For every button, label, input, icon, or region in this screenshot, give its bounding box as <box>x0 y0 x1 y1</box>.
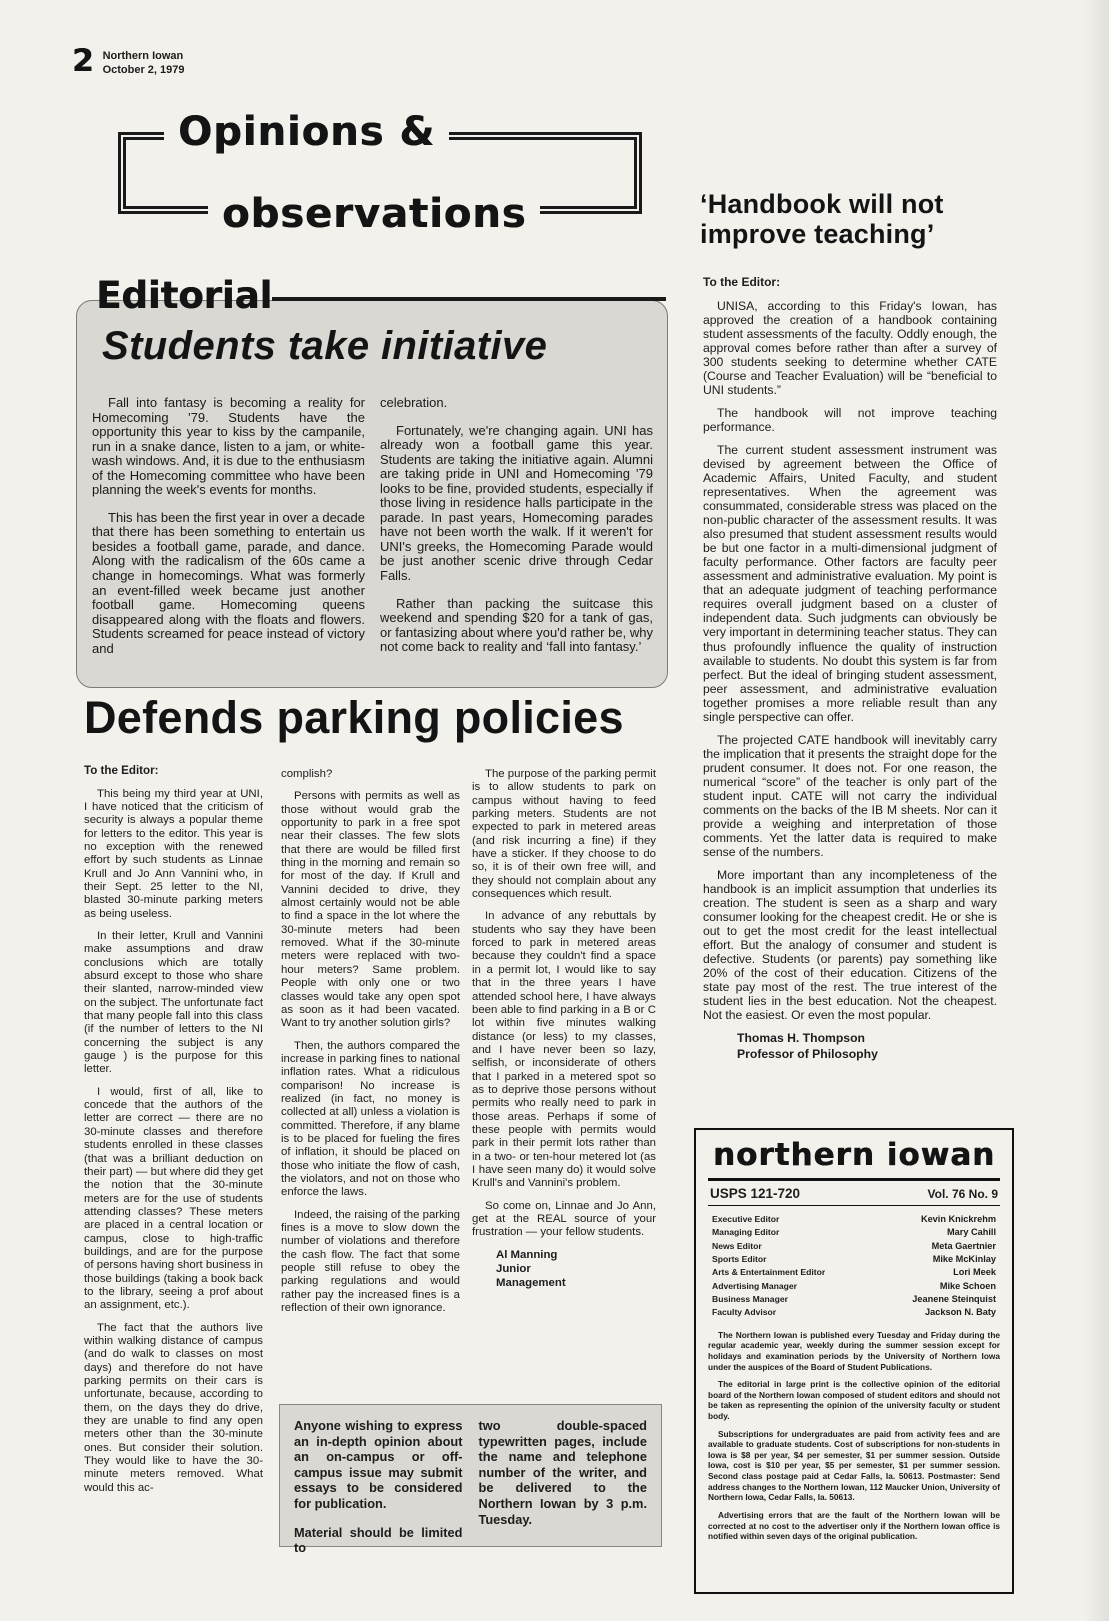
parking-column-2 <box>281 768 460 1324</box>
paragraph: complish? <box>281 768 333 780</box>
staff-role: Managing Editor <box>712 1227 780 1238</box>
signature-line: Al Manning <box>496 1248 558 1261</box>
staff-row <box>712 1306 996 1319</box>
masthead-paragraph: The Northern Iowan is published every Tuesday and Friday during the regular academic year, weekly during the summer session except for holidays and examination periods by the University of Northern Iowa under the auspices of the Board of Student Publications. <box>708 1329 1000 1372</box>
staff-role: News Editor <box>712 1240 762 1251</box>
staff-role: Arts & Entertainment Editor <box>712 1267 826 1278</box>
masthead-paragraph: The editorial in large print is the collective opinion of the editorial board of the Northern Iowan composed of student editors and should not be taken as representing the opinion of the university faculty or student body. <box>708 1379 1000 1422</box>
paragraph: More important than any incompleteness of the handbook is an implicit assumption that underlies its creation. The student is seen as a sharp and wary consumer looking for the cheapest credit. He or she is out to get the most credit for the least intellectual effort. But the analogy of consumer and student is defective. Students (or parents) pay something like 20% of the cost of their education. Citizens of the state pay most of the rest. The true interest of the student lies in the best education. Not the cheapest. Not the easiest. Or even the most popular. <box>703 867 997 1023</box>
paragraph: The current student assessment instrument was devised by agreement between the Office of Academic Affairs, United Faculty, and student representatives. When the agreement was consummated, considerable stress was placed on the non-public character of the assessment results. It was also presumed that student assessment results would be but one factor in a multi-dimensional judgment of faculty performance. Other factors are faculty peer assessment and administrative evaluation. My point is that an adequate judgment of teaching performance requires overall judgment based on a cluster of independent data. Such judgments can obviously be very important in determining teacher status. They can thus profoundly influence the quality of instruction available to students. No doubt this system is far from perfect. But the ideal of bringing student assessment, peer assessment, and administrative evaluation together promises a more reliable result than any single perspective can offer. <box>703 443 997 724</box>
paragraph: The handbook will not improve teaching performance. <box>703 406 997 435</box>
staff-role: Executive Editor <box>712 1214 780 1224</box>
masthead-usps-row <box>708 1178 1000 1206</box>
submission-notice-col-1 <box>294 1418 463 1556</box>
paragraph: celebration. <box>380 395 448 410</box>
paragraph: Persons with permits as well as those without would grab the opportunity to park in a free spot near their classes. The few slots that there are would be filled first thing in the morning and remain so for most of the day. If Krull and Vannini decided to drive, they almost certainly would not be able to find a space in the lot where the 30-minute meters had been removed. What if the 30-minute meters were replaced with two-hour meters? Same problem. People with only one or two classes would take any open spot as soon as it had been vacated. Want to try another solution girls? <box>281 790 460 1030</box>
staff-row <box>712 1280 996 1293</box>
paragraph: So come on, Linnae and Jo Ann, get at the REAL source of your frustration — your fellow students. <box>472 1199 656 1239</box>
page-number: 2 <box>72 43 94 79</box>
issue-date: October 2, 1979 <box>102 64 185 77</box>
staff-row <box>712 1253 996 1266</box>
usps-number: USPS 121-720 <box>710 1186 801 1201</box>
masthead-paragraphs <box>708 1330 1000 1542</box>
paragraph: This has been the first year in over a decade that there has been something to entertain us besides a football game, parade, and dance. Along with the radicalism of the 60s came a change in homecomings. What was formerly an event-filled week became just another football game. Homecoming queens disappeared along with the floats and flowers. Students screamed for peace instead of victory and <box>92 509 365 656</box>
paragraph: Rather than packing the suitcase this weekend and spending $20 for a tank of gas, or fantasizing about where you'd rather be, why not come back to reality and ‘fall into fantasy.’ <box>380 595 653 655</box>
paragraph: two double-spaced typewritten pages, include the name and telephone number of the writer, and be delivered to the Northern Iowan by 3 p.m. Tuesday. <box>478 1418 647 1527</box>
paragraph: Material should be limited to <box>294 1524 463 1556</box>
editorial-label: Editorial <box>96 274 273 317</box>
staff-name: Jackson N. Baty <box>925 1307 996 1318</box>
paragraph: Fall into fantasy is becoming a reality for Homecoming '79. Students have the opportunity this year to kiss by the campanile, run in a snake dance, listen to a jam, or white-wash windows. And, it is due to the enthusiasm of the Homecoming committee who have been planning the week's events for months. <box>92 395 365 498</box>
submission-notice <box>279 1404 662 1556</box>
paragraph: Anyone wishing to express an in-depth opinion about an on-campus or off-campus issue may submit essays to be considered for publication. <box>294 1418 463 1512</box>
masthead-paragraph: Advertising errors that are the fault of the Northern Iowan will be corrected at no cost to the advertiser only if the Northern Iowan office is notified within seven days of the original publication. <box>708 1509 1000 1542</box>
staff-role: Sports Editor <box>712 1254 767 1265</box>
submission-notice-col-2 <box>479 1418 648 1533</box>
staff-list <box>708 1206 1000 1323</box>
volume-number: Vol. 76 No. 9 <box>927 1187 998 1201</box>
staff-role: Business Manager <box>712 1294 788 1305</box>
parking-column-3 <box>472 768 656 1292</box>
signature-line: Junior <box>496 1263 531 1276</box>
banner-line-1: Opinions & <box>164 110 449 154</box>
staff-name: Meta Gaertnier <box>931 1240 996 1251</box>
letter-signature-name: Thomas H. Thompson <box>737 1031 865 1046</box>
handbook-letter-body <box>703 276 997 1061</box>
staff-row <box>712 1240 996 1253</box>
paragraph: This being my third year at UNI, I have noticed that the criticism of security is always a popular theme for letters to the editor. This year is no exception with the renewed effort by such students as Linnae Krull and Jo Ann Vannini who, in their Sept. 25 letter to the NI, blasted 30-minute parking meters as being useless. <box>84 787 263 920</box>
paragraph: Then, the authors compared the increase in parking fines to national inflation rates. What a ridiculous comparison! No increase is realized (in fact, no money is collected at all) unless a violation is committed. Therefore, if any blame is to be placed for fueling the fires of inflation, it should be placed on those who initiate the flow of cash, the violators, and not on those who enforce the laws. <box>281 1039 460 1199</box>
folio-meta <box>103 46 185 78</box>
opinions-banner <box>118 109 642 237</box>
banner-line-2: observations <box>208 192 540 236</box>
staff-row <box>712 1213 996 1226</box>
parking-column-1 <box>84 764 263 1504</box>
paragraph: In advance of any rebuttals by students who say they have been forced to park in metered areas because they couldn't find a space in a permit lot, I would like to say that in the three years I have attended school here, I have always been able to find parking in a B or C lot within five minutes walking distance (or less) to my classes, and I have never been so lazy, selfish, or inconsiderate of others that I parked in a metered spot so as to deprive those persons without permits who really need to park in those areas. Perhaps if some of these people with permits would park in their permit lots rather than in a two- or ten-hour metered lot (as I have seen many do) it would solve Krull's and Vannini's problem. <box>472 910 656 1190</box>
paragraph: The fact that the authors live within walking distance of campus (and do walk to classes on most days) and therefore do not have parking permits on their cars is unfortunate, because, according to them, on the days they do drive, they are unable to find any open meters other than the 30-minute ones. But consider their solution. They would like to have the 30-minute meters removed. What would this ac- <box>84 1321 263 1494</box>
paragraph: Fortunately, we're changing again. UNI has already won a football game this year. Students are taking the initiative again. Alumni are taking pride in UNI and Homecoming '79 looks to be fine, provided students, especially if those living in residence halls participate in the parade. In past years, Homecoming parades have not been worth the walk. If it weren't for UNI's greeks, the Homecoming Parade would be just another scenic drive through Cedar Falls. <box>380 422 653 584</box>
editorial-headline: Students take initiative <box>102 324 548 368</box>
staff-role: Faculty Advisor <box>712 1307 777 1318</box>
staff-row <box>712 1226 996 1239</box>
masthead-title: northern iowan <box>712 1137 996 1173</box>
newspaper-name: Northern Iowan <box>102 50 184 62</box>
editorial-column-2 <box>380 396 653 668</box>
signature-line: Management <box>496 1277 566 1290</box>
masthead <box>694 1128 1014 1594</box>
paragraph: I would, first of all, like to concede that the authors of the letter are correct — there are no 30-minute classes and therefore students enrolled in these classes (that was a brilliant deduction on their part) — but where did they get the notion that the 30-minute meters are for the use of students attending classes? These meters are placed in a central location or campus, close to high-traffic buildings, and are for the purpose of persons having short business in those buildings (taking a book back to the library, seeing a prof about an assignment, etc.). <box>84 1085 263 1312</box>
staff-row <box>712 1293 996 1306</box>
handbook-letter-headline: ‘Handbook will not improve teaching’ <box>700 189 944 249</box>
paragraph: UNISA, according to this Friday's Iowan, has approved the creation of a handbook containing student assessments of the faculty. Oddly enough, the approval comes before rather than after a survey of 300 students seeking to determine whether CATE (Course and Teacher Evaluation) will be “beneficial to UNI students.” <box>703 298 997 397</box>
staff-name: Mike Schoen <box>939 1280 996 1291</box>
letter-salutation: To the Editor: <box>703 275 781 289</box>
staff-name: Jeanene Steinquist <box>912 1294 996 1305</box>
staff-row <box>712 1266 996 1279</box>
staff-name: Kevin Knickrehm <box>920 1214 996 1224</box>
staff-role: Advertising Manager <box>712 1280 798 1291</box>
paragraph: Indeed, the raising of the parking fines is a move to slow down the number of violations and therefore the cash flow. The fact that some people still refuse to obey the parking regulations and would rather pay the increased fines is a reflection of their own ignorance. <box>281 1208 460 1315</box>
staff-name: Mary Cahill <box>946 1227 996 1238</box>
paragraph: The purpose of the parking permit is to allow students to park on campus without having to feed parking meters. Students are not expected to park in metered areas (and risk incurring a fine) if they have a sticker. If they choose to do so, it is of their own free will, and they should not complain about any consequences which result. <box>472 768 656 901</box>
editorial-rule <box>272 297 666 301</box>
masthead-paragraph: Subscriptions for undergraduates are paid from activity fees and are available to graduate students. Cost of subscriptions for non-students in Iowa is $8 per year, $4 per semester, $1 per summer session. Outside Iowa, cost is $10 per year, $5 per semester, $1 per summer session. Second class postage paid at Cedar Falls, Ia. 50613. Postmaster: Send address changes to the Northern Iowan, 112 Maucker Union, University of Northern Iowa, Cedar Falls, Ia. 50613. <box>708 1428 1000 1503</box>
paragraph: In their letter, Krull and Vannini make assumptions and draw conclusions which are totally absurd except to those who share their slanted, narrow-minded view on the subject. The unfortunate fact that many people fall into this class (if the number of letters to the NI concerning the subject is any gauge ) is the purpose for this letter. <box>84 930 263 1076</box>
staff-name: Lori Meek <box>953 1267 996 1278</box>
staff-name: Mike McKinlay <box>932 1254 996 1265</box>
letter-signature-title: Professor of Philosophy <box>737 1047 878 1062</box>
editorial-column-1 <box>92 396 365 669</box>
paragraph: The projected CATE handbook will inevitably carry the implication that it presents the straight dope for the prudent consumer. It does not. For one reason, the numerical “score” of the teacher is only part of the student input. CATE will not carry the individual comments on the backs of the IB M sheets. Nor can it provide a weighing and interpretation of those comments. Yet the latter data is required to make sense of the numbers. <box>703 732 997 859</box>
folio <box>72 43 185 79</box>
parking-letter-headline: Defends parking policies <box>84 692 624 743</box>
letter-salutation: To the Editor: <box>84 764 159 777</box>
